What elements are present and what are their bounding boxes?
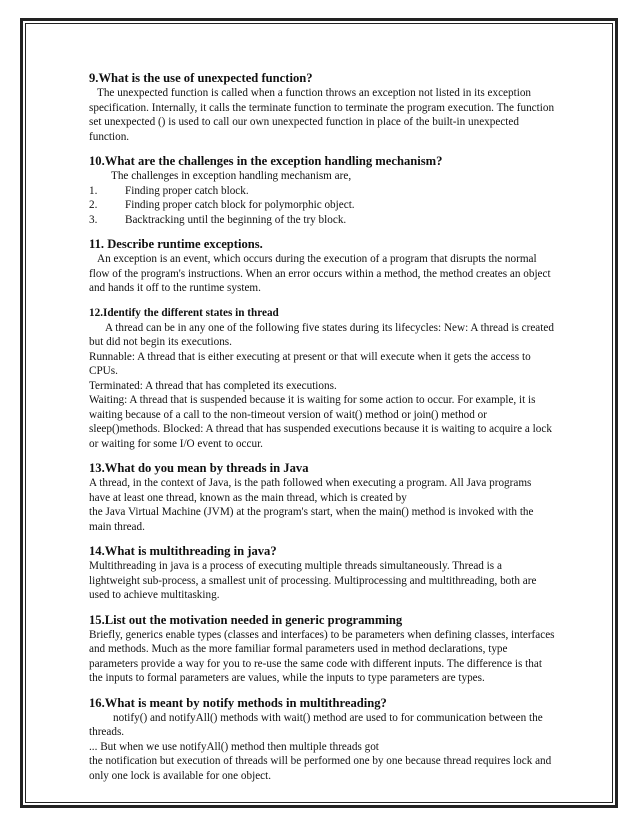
question-15-answer: Briefly, generics enable types (classes and interfaces) to be parameters when defining classes, interfaces and methods. Much as the more familiar formal parameters used in method declarations, type parameters provide a way for you to re-use the same code with different inputs. The difference is that the inputs to formal parameters are values, while the inputs to type parameters are types.: [89, 628, 555, 684]
list-item: [89, 213, 555, 228]
question-9-title: 9.What is the use of unexpected function?: [89, 71, 313, 85]
question-13-answer-1: A thread, in the context of Java, is the path followed when executing a program. All Java programs have at least one thread, known as the main thread, which is created by: [89, 477, 532, 504]
document-body: [89, 71, 555, 793]
question-10: [89, 154, 555, 227]
question-9: [89, 71, 555, 144]
list-item-text: Finding proper catch block for polymorphic object.: [125, 199, 355, 211]
question-10-intro: The challenges in exception handling mechanism are,: [111, 170, 352, 182]
list-item-number: 2.: [89, 199, 98, 211]
question-16: [89, 696, 555, 784]
question-12-para-2: Runnable: A thread that is either executing at present or that will execute when it gets the access to CPUs.: [89, 350, 531, 377]
question-13: [89, 461, 555, 534]
question-11-title: 11. Describe runtime exceptions.: [89, 237, 263, 251]
question-14-answer: Multithreading in java is a process of executing multiple threads simultaneously. Thread is a lightweight sub-process, a smallest unit of processing. Multiprocessing and multithreading, both are used to achieve multitasking.: [89, 560, 537, 601]
question-16-title: 16.What is meant by notify methods in multithreading?: [89, 695, 387, 710]
question-14-title: 14.What is multithreading in java?: [89, 544, 277, 558]
question-10-list: [89, 184, 555, 228]
question-16-answer-2: ... But when we use notifyAll() method then multiple threads got: [89, 740, 379, 753]
question-16-answer-3: the notification but execution of threads will be performed one by one because thread requires lock and only one lock is available for one object.: [89, 755, 552, 782]
list-item: [89, 184, 555, 199]
list-item-number: 3.: [89, 213, 98, 226]
question-15: [89, 613, 555, 686]
question-11: [89, 237, 555, 296]
question-12-para-4: Waiting: A thread that is suspended because it is waiting for some action to occur. For example, it is waiting because of a call to the non-timeout version of wait() method or join() method or sleep()methods. Blocked: A thread that has suspended executions because it is waiting to acquire a lock or waiting for some I/O event to occur.: [89, 394, 552, 450]
question-16-answer-1: notify() and notifyAll() methods with wait() method are used to for communication between the threads.: [89, 711, 543, 738]
question-15-title: 15.List out the motivation needed in generic programming: [89, 612, 403, 627]
question-10-title: 10.What are the challenges in the exception handling mechanism?: [89, 154, 443, 168]
question-12: [89, 306, 555, 452]
question-12-title: 12.Identify the different states in thread: [89, 306, 279, 319]
list-item: [89, 198, 555, 213]
question-11-answer: An exception is an event, which occurs during the execution of a program that disrupts the normal flow of the program's instructions. When an error occurs within a method, the method creates an object and hands it off to the runtime system.: [89, 253, 551, 294]
question-13-answer-2: the Java Virtual Machine (JVM) at the program's start, when the main() method is invoked with the main thread.: [89, 506, 534, 533]
question-14: [89, 544, 555, 603]
list-item-number: 1.: [89, 184, 98, 197]
question-12-para-1: A thread can be in any one of the following five states during its lifecycles: New: A thread is created but did not begin its executions.: [89, 321, 554, 348]
list-item-text: Finding proper catch block.: [125, 184, 249, 197]
question-9-answer: The unexpected function is called when a function throws an exception not listed in its exception specification. Internally, it calls the terminate function to terminate the program execution. The function set unexpected () is used to call our own unexpected function in place of the built-in unexpected function.: [89, 87, 555, 143]
question-13-title: 13.What do you mean by threads in Java: [89, 461, 309, 475]
question-12-para-3: Terminated: A thread that has completed its executions.: [89, 379, 337, 392]
list-item-text: Backtracking until the beginning of the try block.: [125, 213, 347, 226]
